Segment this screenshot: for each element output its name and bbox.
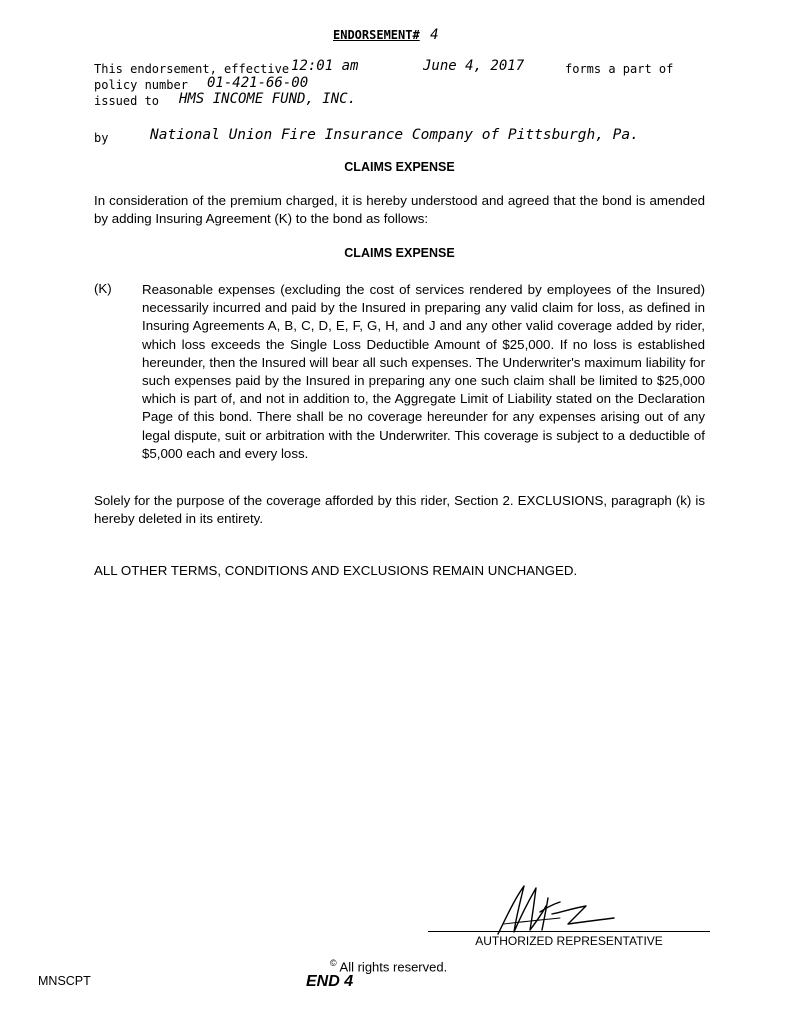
- issued-to-label: issued to: [94, 94, 160, 108]
- form-code: MNSCPT: [38, 974, 91, 988]
- signature-line: [428, 931, 710, 932]
- endorsement-header: [333, 26, 439, 44]
- effective-time: 12:01 am: [291, 58, 359, 74]
- end-label: END 4: [306, 973, 354, 990]
- authorized-representative-label: AUTHORIZED REPRESENTATIVE: [475, 934, 663, 948]
- section-title-claims-expense: CLAIMS EXPENSE: [344, 160, 455, 174]
- exclusion-deletion-paragraph: Solely for the purpose of the coverage afforded by this rider, Section 2. EXCLUSIONS, paragraph (k) is hereby deleted in its entirety.: [94, 493, 705, 526]
- insured-name: HMS INCOME FUND, INC.: [179, 91, 357, 107]
- effective-date: June 4, 2017: [423, 58, 525, 74]
- endorsement-label: ENDORSEMENT#: [333, 28, 420, 42]
- policy-number: 01-421-66-00: [207, 75, 309, 91]
- forms-part-label: forms a part of: [565, 62, 674, 76]
- policy-number-label: policy number: [94, 78, 188, 92]
- copyright-line: [330, 958, 447, 974]
- copyright-text: All rights reserved.: [339, 959, 448, 975]
- endorsement-number: 4: [430, 27, 439, 43]
- effective-prefix: This endorsement, effective: [94, 62, 290, 76]
- clause-label: (K): [94, 281, 112, 296]
- clause-k-text: Reasonable expenses (excluding the cost of services rendered by employees of the Insured) necessarily incurred and paid by the Insured in preparing any valid claim for loss, as defined in Insuring Agreements A, B, C, D, E, F, G, H, and J and any other valid coverage added by rider, which loss exceeds the Single Loss Deductible Amount of $25,000. If no loss is established hereunder, then the Insured will bear all such expenses. The Underwriter's maximum liability for such expenses paid by the Insured in preparing any one such claim shall be limited to $25,000 which is part of, and not in addition to, the Aggregate Limit of Liability stated on the Declaration Page of this bond. There shall be no coverage hereunder for any expenses arising out of any legal dispute, suit or arbitration with the Underwriter. This coverage is subject to a deductible of $5,000 each and every loss.: [142, 282, 705, 461]
- by-label: by: [94, 131, 109, 145]
- consideration-paragraph: In consideration of the premium charged, it is hereby understood and agreed that the bond is amended by adding Insuring Agreement (K) to the bond as follows:: [94, 193, 705, 226]
- copyright-symbol: ©: [330, 958, 337, 968]
- all-other-terms: ALL OTHER TERMS, CONDITIONS AND EXCLUSIONS REMAIN UNCHANGED.: [94, 563, 578, 578]
- insurer-name: National Union Fire Insurance Company of Pittsburgh, Pa.: [150, 127, 639, 143]
- insuring-agreement-title: CLAIMS EXPENSE: [344, 246, 455, 260]
